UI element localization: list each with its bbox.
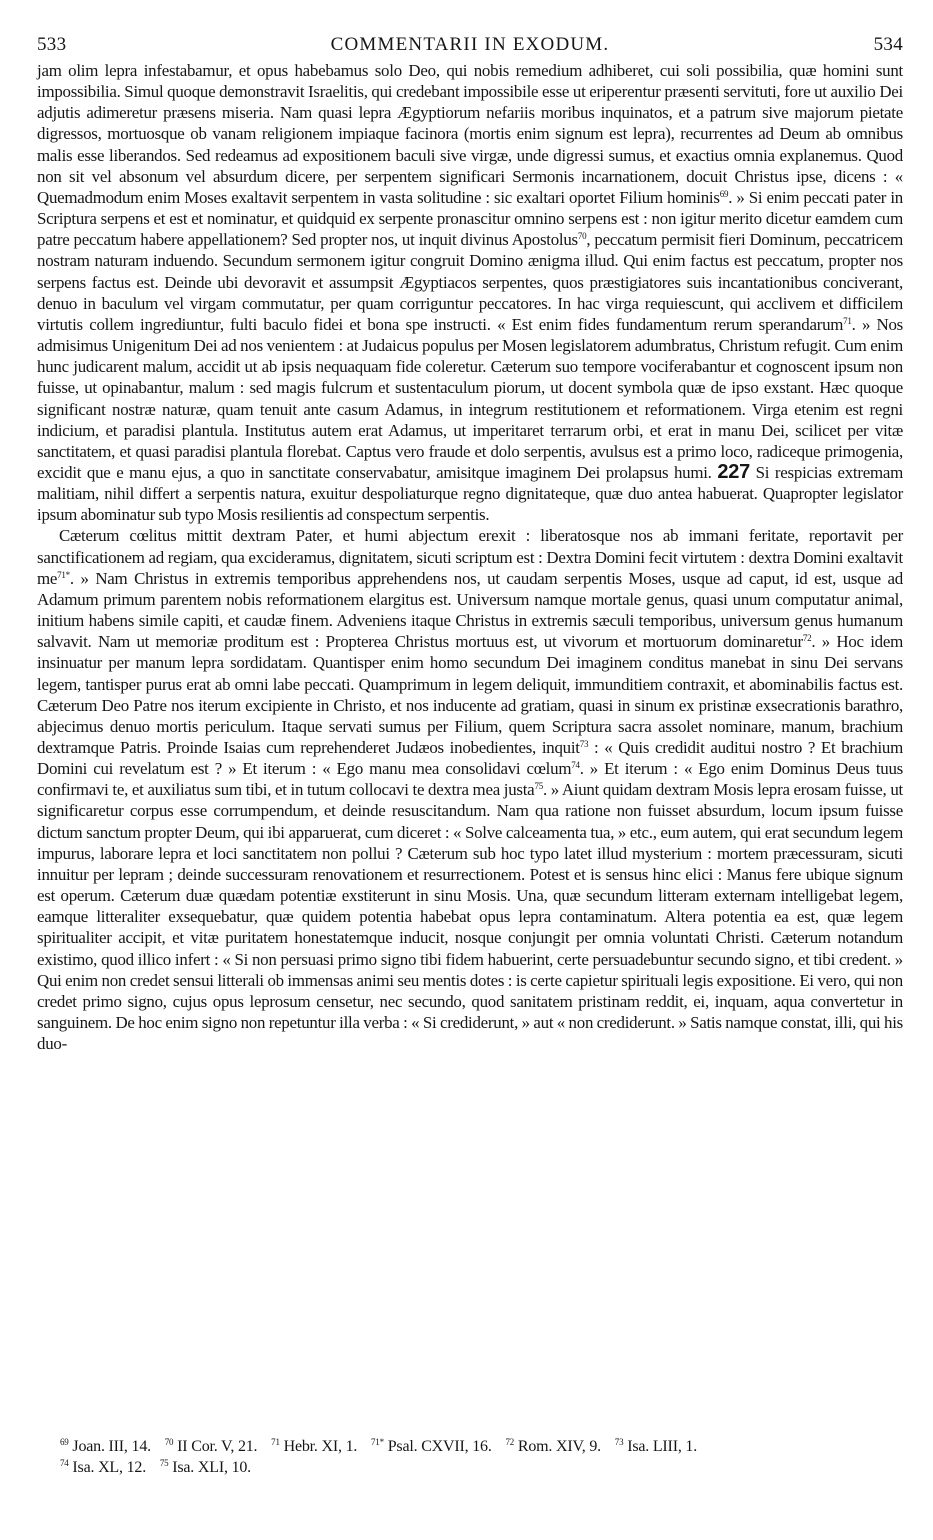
text-segment: . » Et iterum : « Ego enim Dominus Deus tuus confirmavi te, et auxiliatus sum tibi, et in tutum collocavi te dextra mea justa (37, 759, 903, 800)
footnote-number: 71* (371, 1437, 384, 1447)
footnote-ref: 74 (571, 760, 580, 771)
text-segment: . » Hoc idem insinuatur per manum lepra sordidatam. Quantisper enim homo secundum Dei imaginem conditus manebat in sinu Dei servans legem, tantisper purus erat ab omni labe peccati. Quamprimum in legem deliquit, immunditiem contraxit, et abominabilis factus est. Cæterum Deo Patre nos iterum excipiente in Christo, et nos inducente ad gratiam, quasi in sinum ex pristinæ exsecrationis barathro, abjecimus denuo mortis periculum. Itaque servati sumus per Filium, quem Scriptura sacra assolet nominare, manum, brachium dextramque Patris. Proinde Isaias cum reprehenderet Judæos inobedientes, inquit (37, 632, 903, 757)
footnote-number: 74 (60, 1458, 69, 1468)
footnote-number: 75 (159, 1458, 169, 1468)
footnote-text: Isa. XLI, 10. (172, 1459, 251, 1476)
footnote-ref: 71 (843, 315, 852, 326)
footnote-ref: 73 (579, 739, 589, 749)
footnote-number: 69 (60, 1437, 69, 1447)
footnote-text: Hebr. XI, 1. (283, 1438, 358, 1455)
footnote-ref: 72 (802, 633, 812, 644)
text-segment: Cæterum cœlitus mittit dextram Pater, et humi abjectum erexit : liberatosque nos ab immani feritate, reportavit per sanctificationem ad regiam, qua excideramus, dignitatem, sicuti scriptum est : Dextra Domini fecit virtutem : dextra Domini exaltavit me (37, 526, 903, 588)
running-head (37, 34, 903, 56)
footnote (60, 1459, 146, 1476)
footnote-ref: 70 (577, 231, 587, 242)
text-segment: : « Quis credidit auditui nostro ? Et brachium Domini cui revelatum est ? » Et iterum : « Ego manu mea consolidavi cœlum (37, 738, 903, 779)
footnote (60, 1438, 151, 1455)
text-segment: . » Nos admisimus Unigenitum Dei ad nos venientem : at Judaicus populus per Mosen legislatorem adumbratus, Christum refugit. Cum enim hunc judicarent malum, accidit ut ab ipsis nequaquam fide coleretur. Cæterum suo tempore vociferabantur et cognoscent ipsum non fuisse, ut opinabantur, malum : sed magis fulcrum et sustentaculum piorum, ut docent symbola quæ de ipso exstant. Hæc quoque significant nostræ naturæ, quam tenuit ante casum Adamus, in integrum restitutionem et reformationem. Virga etenim est regni indicium, et paradisi plantula. Institutus autem erat Adamus, ut imperitaret terrarum orbi, et erat in manu Dei, scilicet per vitæ sanctitatem, et quasi paradisi plantula florebat. Captus vero fraude et dolo serpentis, avulsus est a primo loco, radiceque primogenia, excidit que e manu ejus, a quo in sanctitate conservabatur, amisitque imaginem Dei prolapsus humi. (37, 314, 903, 482)
footnote-number: 73 (614, 1437, 624, 1447)
footnote-ref: 75 (534, 781, 543, 792)
footnote (615, 1438, 697, 1455)
text-segment: . » Si enim peccati pater in Scriptura serpens et est et nominatur, et quidquid ex serpente pronascitur omnino serpens est : non igitur merito dicetur eamdem cum patre peccatum habere appellationem? Sed propter nos, ut inquit divinus Apostolus (37, 187, 903, 250)
paragraph (37, 60, 903, 525)
text-segment: . » Nam Christus in extremis temporibus apprehendens nos, ut caudam serpentis Moses, usque ad caput, id est, usque ad Adamum primum parentem nobis reformationem elargitus est. Universum namque mortale genus, quasi unum computatur animal, initium habens simile capiti, et caudæ finem. Adveniens itaque Christus in extremis sæculi temporibus, universum genus humanum salvavit. Nam ut memoriæ proditum est : Propterea Christus mortuus est, ut vivorum et mortuorum dominaretur (37, 568, 903, 652)
footnote (160, 1459, 251, 1476)
footnote (271, 1438, 357, 1455)
footnote-text: Isa. LIII, 1. (627, 1438, 698, 1455)
footnote-text: Isa. XL, 12. (72, 1459, 147, 1476)
running-title: COMMENTARII IN EXODUM. (330, 34, 610, 55)
text-segment: Si respicias extremam malitiam, nihil differt a serpentis natura, exuitur despoliaturque regno dignitateque, quæ duo antea habuerat. Quapropter legislator ipsum abominatur sub typo Mosis resilientis ad conspectum serpentis. (37, 462, 903, 525)
footnote-text: Psal. CXVII, 16. (387, 1438, 492, 1455)
footnote (165, 1438, 258, 1455)
footnote-text: Rom. XIV, 9. (517, 1438, 601, 1455)
column-marker: 227 (717, 460, 750, 483)
text-segment: . » Aiunt quidam dextram Mosis lepra erosam fuisse, ut significaretur corpus esse corrumpendum, et deinde resuscitandum. Nam qua ratione non fuisset absurdum, locum ipsum fuisse dictum sanctum propter Deum, qui ibi apparuerat, cum diceret : « Solve calceamenta tua, » etc., eum autem, qui erat secundum legem impurus, laborare lepra et loci sanctitatem non pollui ? Cæterum sub hoc typo latet illud mysterium : mortem præcessuram, sicuti innuitur per lepram ; deinde successuram renovationem et resurrectionem. Potest et is sensus hinc elici : Manus fere ubique signum est operum. Cæterum duæ quædam potentiæ exstiterunt in sinu Mosis. Una, quæ secundum litteram externam intelligebat legem, eamque litteraliter exsequebatur, quæ quidem potentia habebat opus lepra contaminatum. Altera potentia ea est, quæ legem spiritualiter accipit, et vitæ puritatem honestatemque inducit, nosque conjungit per omnia voluntati Christi. Cæterum notandum existimo, quod illico infert : « Si non persuasi primo signo tibi fidem habuerint, certe persuadebuntur secundo signo, et tibi credent. » Qui enim non credet sensui litterali ob immensas animi seu mentis dotes : is certe capietur spirituali legis expositione. Ei vero, qui non credet primo signo, cujus opus leprosum censetur, nec secundo, quod sanitatem pristinam reddit, ei, inquam, aqua convertetur in sanguinem. De hoc enim signo non repetuntur illa verba : « Si crediderunt, » aut « non crediderunt. » Satis namque constat, illi, qui his duo- (37, 780, 903, 1054)
footnote-number: 70 (164, 1437, 174, 1447)
footnote-text: Joan. III, 14. (72, 1438, 151, 1455)
footnote-number: 71 (271, 1437, 280, 1447)
text-segment: jam olim lepra infestabamur, et opus habebamus solo Deo, qui nobis remedium adhiberet, cui soli possibilia, quæ homini sunt impossibilia. Simul quoque demonstravit Israelitis, qui credebant impossibile esse ut eriperentur præsenti servituti, fore ut auxilio Dei adjutis adimeretur præsens miseria. Nam quasi lepra Ægyptiorum nefariis moribus inquinatos, et a patrum sive majorum pietate digressos, mortuosque ob vanam religionem impiaque facinora (mortis enim signum est lepra), recurrentes ad Deum ab omnibus malis esse liberandos. Sed redeamus ad expositionem baculi sive virgæ, unde digressi sumus, et exactius omnia explanemus. Quod non sit vel absonum vel absurdum dicere, per serpentem significari Sermonis incarnationem, docuit Christus ipse, dicens : « Quemadmodum enim Moses exaltavit serpentem in vasta solitudine : sic exaltari oportet Filium hominis (37, 61, 903, 207)
footnote-number: 72 (505, 1437, 515, 1447)
footnote-text: II Cor. V, 21. (177, 1438, 258, 1455)
footnote (505, 1438, 601, 1455)
text-segment: , peccatum permisit fieri Dominum, peccatricem nostram naturam induendo. Secundum sermonem igitur congruit Domino ænigma illud. Qui enim factus est peccatum, propter nos serpens factus est. Deinde ubi devoravit et assumpsit Ægyptiacos serpentes, quos præstigiatores suis incantationibus conciverant, denuo in baculum vel virgam commutatur, per quam corriguntur peccatores. In hac virga requiescunt, qui acclivem et difficilem virtutis collem ingrediuntur, fulti baculo fidei et bona spe instructi. « Est enim fides fundamentum rerum sperandarum (37, 230, 903, 334)
body-text (37, 60, 903, 1054)
paragraph (37, 525, 903, 1054)
page-number-right: 534 (873, 34, 903, 55)
footnote (371, 1438, 492, 1455)
footnote-ref: 69 (719, 188, 729, 199)
page-number-left: 533 (37, 34, 67, 55)
footnote-ref: 71* (57, 569, 70, 580)
footnotes (60, 1436, 908, 1478)
